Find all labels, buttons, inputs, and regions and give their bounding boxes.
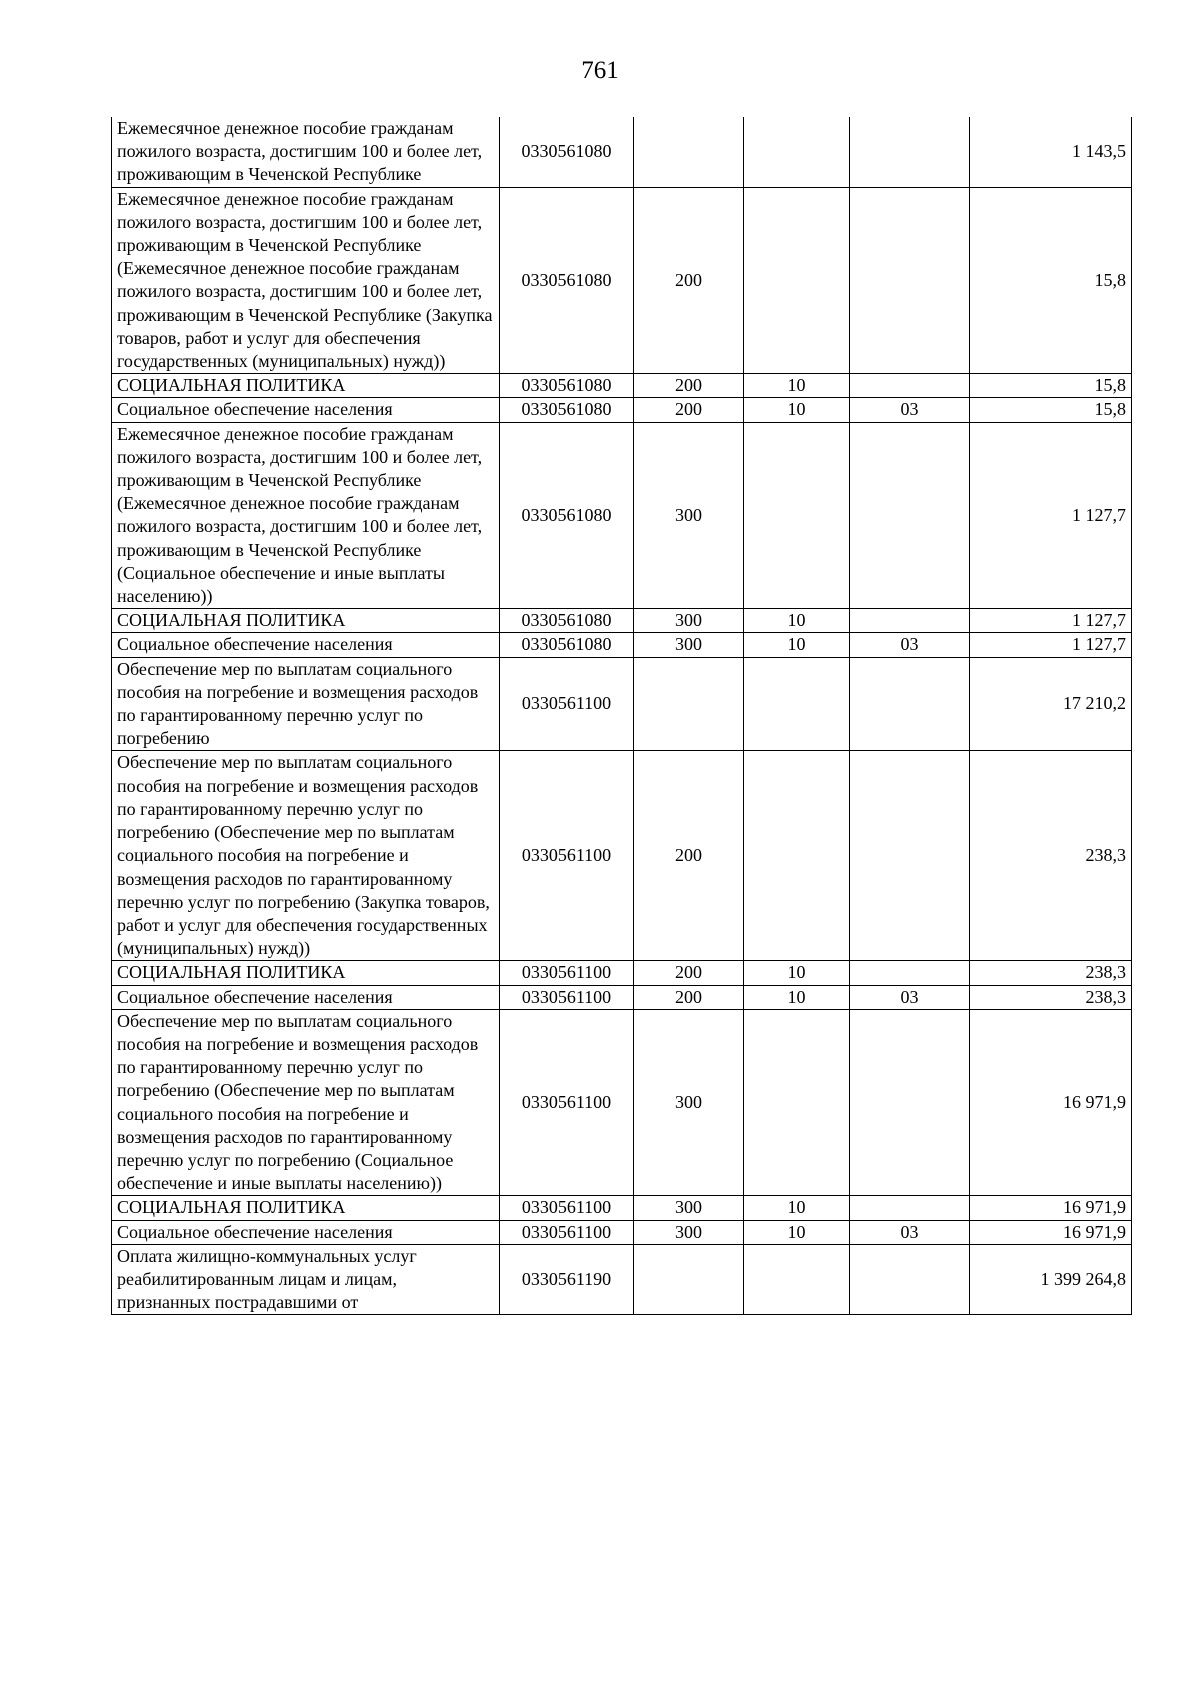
row-name: СОЦИАЛЬНАЯ ПОЛИТИКА	[112, 961, 500, 985]
row-amount: 15,8	[970, 398, 1132, 422]
row-name: Социальное обеспечение населения	[112, 985, 500, 1009]
row-code: 0330561100	[500, 1220, 634, 1244]
row-vr: 300	[634, 609, 744, 633]
row-amount: 15,8	[970, 374, 1132, 398]
row-code: 0330561100	[500, 985, 634, 1009]
row-pr	[850, 374, 970, 398]
row-rz: 10	[744, 633, 850, 657]
row-code: 0330561190	[500, 1244, 634, 1315]
row-code: 0330561080	[500, 398, 634, 422]
table-row	[112, 751, 1132, 961]
table-row	[112, 609, 1132, 633]
budget-table	[111, 117, 1132, 1315]
row-code: 0330561100	[500, 961, 634, 985]
row-amount: 1 399 264,8	[970, 1244, 1132, 1315]
row-pr	[850, 1196, 970, 1220]
row-amount: 16 971,9	[970, 1009, 1132, 1196]
row-pr: 03	[850, 985, 970, 1009]
row-pr	[850, 1009, 970, 1196]
row-name: Ежемесячное денежное пособие гражданам пожилого возраста, достигшим 100 и более лет, проживающим в Чеченской Республике (Ежемесячное денежное пособие гражданам пожилого возраста, достигшим 100 и более лет, проживающим в Чеченской Республике (Социальное обеспечение и иные выплаты населению))	[112, 422, 500, 609]
row-code: 0330561100	[500, 751, 634, 961]
row-pr: 03	[850, 633, 970, 657]
table-row	[112, 657, 1132, 751]
row-pr: 03	[850, 398, 970, 422]
row-amount: 1 127,7	[970, 633, 1132, 657]
row-name: Оплата жилищно-коммунальных услуг реабилитированным лицам и лицам, признанных пострадавшими от	[112, 1244, 500, 1315]
row-amount: 1 143,5	[970, 117, 1132, 187]
row-name: Социальное обеспечение населения	[112, 398, 500, 422]
row-vr: 300	[634, 633, 744, 657]
row-pr	[850, 961, 970, 985]
row-name: СОЦИАЛЬНАЯ ПОЛИТИКА	[112, 609, 500, 633]
row-vr	[634, 1244, 744, 1315]
row-code: 0330561100	[500, 1196, 634, 1220]
table-row	[112, 961, 1132, 985]
row-rz	[744, 117, 850, 187]
row-amount: 15,8	[970, 187, 1132, 374]
row-rz: 10	[744, 398, 850, 422]
row-code: 0330561080	[500, 374, 634, 398]
row-name: Ежемесячное денежное пособие гражданам пожилого возраста, достигшим 100 и более лет, проживающим в Чеченской Республике (Ежемесячное денежное пособие гражданам пожилого возраста, достигшим 100 и более лет, проживающим в Чеченской Республике (Закупка товаров, работ и услуг для обеспечения государственных (муниципальных) нужд))	[112, 187, 500, 374]
table-row	[112, 985, 1132, 1009]
row-pr	[850, 657, 970, 751]
row-rz: 10	[744, 1220, 850, 1244]
table-row	[112, 633, 1132, 657]
row-pr	[850, 187, 970, 374]
row-amount: 17 210,2	[970, 657, 1132, 751]
row-rz	[744, 751, 850, 961]
row-rz: 10	[744, 1196, 850, 1220]
row-name: Ежемесячное денежное пособие гражданам пожилого возраста, достигшим 100 и более лет, проживающим в Чеченской Республике	[112, 117, 500, 187]
row-amount: 16 971,9	[970, 1220, 1132, 1244]
row-rz: 10	[744, 374, 850, 398]
row-vr: 300	[634, 1009, 744, 1196]
row-rz	[744, 422, 850, 609]
table-row	[112, 398, 1132, 422]
row-pr	[850, 609, 970, 633]
row-name: СОЦИАЛЬНАЯ ПОЛИТИКА	[112, 374, 500, 398]
row-code: 0330561080	[500, 117, 634, 187]
row-name: Социальное обеспечение населения	[112, 633, 500, 657]
table-row	[112, 187, 1132, 374]
row-vr: 200	[634, 961, 744, 985]
table-row	[112, 1220, 1132, 1244]
row-vr	[634, 657, 744, 751]
row-rz: 10	[744, 961, 850, 985]
row-pr	[850, 117, 970, 187]
row-rz	[744, 1009, 850, 1196]
table-row	[112, 1009, 1132, 1196]
row-amount: 238,3	[970, 985, 1132, 1009]
row-pr: 03	[850, 1220, 970, 1244]
row-rz	[744, 187, 850, 374]
row-pr	[850, 751, 970, 961]
row-pr	[850, 422, 970, 609]
row-vr: 300	[634, 422, 744, 609]
row-amount: 238,3	[970, 961, 1132, 985]
row-vr: 200	[634, 187, 744, 374]
table-row	[112, 117, 1132, 187]
row-rz	[744, 657, 850, 751]
row-vr: 300	[634, 1220, 744, 1244]
row-rz	[744, 1244, 850, 1315]
row-code: 0330561080	[500, 609, 634, 633]
row-amount: 16 971,9	[970, 1196, 1132, 1220]
row-vr: 300	[634, 1196, 744, 1220]
row-code: 0330561100	[500, 1009, 634, 1196]
row-vr: 200	[634, 374, 744, 398]
row-code: 0330561100	[500, 657, 634, 751]
page-number: 761	[581, 57, 619, 84]
table-row	[112, 374, 1132, 398]
row-amount: 238,3	[970, 751, 1132, 961]
row-pr	[850, 1244, 970, 1315]
row-name: Обеспечение мер по выплатам социального пособия на погребение и возмещения расходов по гарантированному перечню услуг по погребению (Обеспечение мер по выплатам социального пособия на погребение и возмещения расходов по гарантированному перечню услуг по погребению (Социальное обеспечение и иные выплаты населению))	[112, 1009, 500, 1196]
row-name: Обеспечение мер по выплатам социального пособия на погребение и возмещения расходов по гарантированному перечню услуг по погребению (Обеспечение мер по выплатам социального пособия на погребение и возмещения расходов по гарантированному перечню услуг по погребению (Закупка товаров, работ и услуг для обеспечения государственных (муниципальных) нужд))	[112, 751, 500, 961]
row-code: 0330561080	[500, 187, 634, 374]
row-vr: 200	[634, 398, 744, 422]
table-row	[112, 422, 1132, 609]
row-amount: 1 127,7	[970, 609, 1132, 633]
row-name: Социальное обеспечение населения	[112, 1220, 500, 1244]
row-amount: 1 127,7	[970, 422, 1132, 609]
table-row	[112, 1244, 1132, 1315]
row-rz: 10	[744, 609, 850, 633]
row-code: 0330561080	[500, 633, 634, 657]
row-name: СОЦИАЛЬНАЯ ПОЛИТИКА	[112, 1196, 500, 1220]
row-vr: 200	[634, 985, 744, 1009]
table-row	[112, 1196, 1132, 1220]
row-rz: 10	[744, 985, 850, 1009]
row-vr	[634, 117, 744, 187]
row-vr: 200	[634, 751, 744, 961]
row-code: 0330561080	[500, 422, 634, 609]
row-name: Обеспечение мер по выплатам социального пособия на погребение и возмещения расходов по гарантированному перечню услуг по погребению	[112, 657, 500, 751]
